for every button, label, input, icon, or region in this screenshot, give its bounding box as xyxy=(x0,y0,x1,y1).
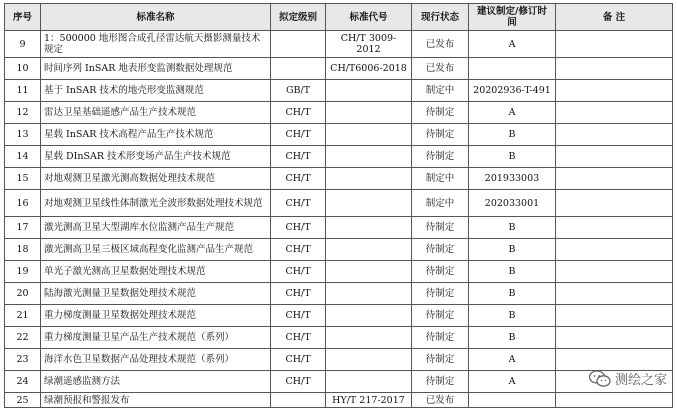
cell-no: 21 xyxy=(5,305,41,327)
cell-no: 11 xyxy=(5,80,41,102)
cell-level: CH/T xyxy=(271,305,326,327)
cell-name: 绿潮遥感监测方法 xyxy=(41,371,271,393)
cell-level xyxy=(271,393,326,408)
cell-status: 已发布 xyxy=(412,58,469,80)
cell-name: 星载 DInSAR 技术形变场产品生产技术规范 xyxy=(41,146,271,168)
cell-plan: B xyxy=(469,124,556,146)
cell-plan: A xyxy=(469,371,556,393)
cell-status: 待制定 xyxy=(412,371,469,393)
cell-code xyxy=(326,371,412,393)
cell-code xyxy=(326,80,412,102)
header-no: 序号 xyxy=(5,4,41,31)
cell-status: 待制定 xyxy=(412,102,469,124)
cell-plan xyxy=(469,58,556,80)
cell-remark xyxy=(556,31,673,58)
cell-name: 星载 InSAR 技术高程产品生产技术规范 xyxy=(41,124,271,146)
table-row xyxy=(5,371,673,393)
cell-code: CH/T6006-2018 xyxy=(326,58,412,80)
cell-remark xyxy=(556,102,673,124)
cell-code xyxy=(326,327,412,349)
cell-no: 19 xyxy=(5,261,41,283)
cell-plan: A xyxy=(469,349,556,371)
cell-no: 14 xyxy=(5,146,41,168)
cell-level: CH/T xyxy=(271,146,326,168)
cell-remark xyxy=(556,168,673,190)
cell-remark xyxy=(556,190,673,217)
cell-plan xyxy=(469,393,556,408)
cell-plan: B xyxy=(469,283,556,305)
header-level: 拟定级别 xyxy=(271,4,326,31)
table-row xyxy=(5,283,673,305)
cell-name: 激光测高卫星三极区域高程变化监测产品生产规范 xyxy=(41,239,271,261)
cell-name: 海洋水色卫星数据产品处理技术规范（系列） xyxy=(41,349,271,371)
header-code: 标准代号 xyxy=(326,4,412,31)
cell-level: CH/T xyxy=(271,102,326,124)
cell-no: 20 xyxy=(5,283,41,305)
cell-code xyxy=(326,261,412,283)
cell-plan: A xyxy=(469,31,556,58)
cell-status: 制定中 xyxy=(412,168,469,190)
cell-remark xyxy=(556,283,673,305)
cell-remark xyxy=(556,349,673,371)
cell-name: 单光子激光测高卫星数据处理技术规范 xyxy=(41,261,271,283)
cell-level: CH/T xyxy=(271,190,326,217)
cell-no: 18 xyxy=(5,239,41,261)
cell-code xyxy=(326,190,412,217)
table-row xyxy=(5,102,673,124)
cell-no: 23 xyxy=(5,349,41,371)
header-plan: 建议制定/修订时间 xyxy=(469,4,556,31)
cell-code xyxy=(326,124,412,146)
table-row xyxy=(5,190,673,217)
standards-table xyxy=(4,3,673,408)
table-row xyxy=(5,261,673,283)
cell-plan: B xyxy=(469,327,556,349)
cell-level: CH/T xyxy=(271,327,326,349)
watermark xyxy=(589,369,667,388)
cell-code: HY/T 217-2017 xyxy=(326,393,412,408)
cell-name: 对地观测卫星激光测高数据处理技术规范 xyxy=(41,168,271,190)
cell-plan: B xyxy=(469,217,556,239)
cell-level: CH/T xyxy=(271,217,326,239)
cell-code xyxy=(326,283,412,305)
cell-no: 16 xyxy=(5,190,41,217)
cell-level: CH/T xyxy=(271,371,326,393)
table-row xyxy=(5,327,673,349)
cell-name: 基于 InSAR 技术的地壳形变监测规范 xyxy=(41,80,271,102)
cell-status: 待制定 xyxy=(412,146,469,168)
cell-status: 已发布 xyxy=(412,393,469,408)
cell-name: 雷达卫星基础遥感产品生产技术规范 xyxy=(41,102,271,124)
table-row xyxy=(5,168,673,190)
table-row xyxy=(5,80,673,102)
cell-status: 制定中 xyxy=(412,190,469,217)
cell-level: CH/T xyxy=(271,349,326,371)
cell-level xyxy=(271,31,326,58)
cell-no: 9 xyxy=(5,31,41,58)
cell-remark xyxy=(556,124,673,146)
wechat-logo-icon xyxy=(589,370,611,388)
cell-plan: B xyxy=(469,261,556,283)
cell-no: 10 xyxy=(5,58,41,80)
cell-no: 12 xyxy=(5,102,41,124)
cell-level: CH/T xyxy=(271,124,326,146)
table-row xyxy=(5,58,673,80)
cell-remark xyxy=(556,239,673,261)
cell-status: 待制定 xyxy=(412,124,469,146)
cell-name: 时间序列 InSAR 地表形变监测数据处理规范 xyxy=(41,58,271,80)
cell-level xyxy=(271,58,326,80)
cell-status: 待制定 xyxy=(412,239,469,261)
cell-level: CH/T xyxy=(271,261,326,283)
cell-no: 13 xyxy=(5,124,41,146)
cell-plan: 202033001 xyxy=(469,190,556,217)
table-row xyxy=(5,239,673,261)
cell-level: CH/T xyxy=(271,283,326,305)
cell-no: 25 xyxy=(5,393,41,408)
watermark-text: 测绘之家 xyxy=(614,373,667,388)
cell-code xyxy=(326,168,412,190)
cell-plan: B xyxy=(469,239,556,261)
cell-remark xyxy=(556,261,673,283)
table-row xyxy=(5,217,673,239)
cell-name: 1：500000 地形图合成孔径雷达航天摄影测量技术规定 xyxy=(41,31,271,58)
cell-code xyxy=(326,305,412,327)
cell-name: 对地观测卫星线性体制激光全波形数据处理技术规范 xyxy=(41,190,271,217)
cell-no: 15 xyxy=(5,168,41,190)
cell-status: 待制定 xyxy=(412,305,469,327)
cell-status: 待制定 xyxy=(412,217,469,239)
cell-name: 重力梯度测量卫星数据处理技术规范 xyxy=(41,305,271,327)
cell-plan: 20202936-T-491 xyxy=(469,80,556,102)
cell-no: 24 xyxy=(5,371,41,393)
cell-status: 待制定 xyxy=(412,349,469,371)
cell-status: 待制定 xyxy=(412,283,469,305)
table-row xyxy=(5,305,673,327)
cell-plan: B xyxy=(469,146,556,168)
cell-status: 待制定 xyxy=(412,327,469,349)
table-row xyxy=(5,349,673,371)
table-row xyxy=(5,393,673,408)
cell-status: 已发布 xyxy=(412,31,469,58)
cell-remark xyxy=(556,217,673,239)
cell-name: 绿潮预报和警报发布 xyxy=(41,393,271,408)
header-remark: 备 注 xyxy=(556,4,673,31)
cell-code xyxy=(326,217,412,239)
table-body xyxy=(5,31,673,408)
cell-code xyxy=(326,146,412,168)
cell-code xyxy=(326,349,412,371)
cell-plan: B xyxy=(469,305,556,327)
cell-code xyxy=(326,102,412,124)
cell-no: 22 xyxy=(5,327,41,349)
header-name: 标准名称 xyxy=(41,4,271,31)
table-header-row xyxy=(5,4,673,31)
cell-level: CH/T xyxy=(271,168,326,190)
cell-name: 重力梯度测量卫星产品生产技术规范（系列） xyxy=(41,327,271,349)
table-row xyxy=(5,31,673,58)
header-status: 现行状态 xyxy=(412,4,469,31)
cell-remark xyxy=(556,80,673,102)
cell-level: GB/T xyxy=(271,80,326,102)
cell-code xyxy=(326,239,412,261)
cell-status: 待制定 xyxy=(412,261,469,283)
cell-plan: A xyxy=(469,102,556,124)
cell-name: 激光测高卫星大型湖库水位监测产品生产规范 xyxy=(41,217,271,239)
cell-name: 陆海激光测量卫星数据处理技术规范 xyxy=(41,283,271,305)
cell-level: CH/T xyxy=(271,239,326,261)
cell-remark xyxy=(556,327,673,349)
cell-remark xyxy=(556,146,673,168)
cell-plan: 201933003 xyxy=(469,168,556,190)
table-row xyxy=(5,124,673,146)
cell-remark xyxy=(556,58,673,80)
cell-no: 17 xyxy=(5,217,41,239)
table-row xyxy=(5,146,673,168)
cell-status: 制定中 xyxy=(412,80,469,102)
cell-remark xyxy=(556,393,673,408)
cell-remark xyxy=(556,305,673,327)
cell-code: CH/T 3009-2012 xyxy=(326,31,412,58)
